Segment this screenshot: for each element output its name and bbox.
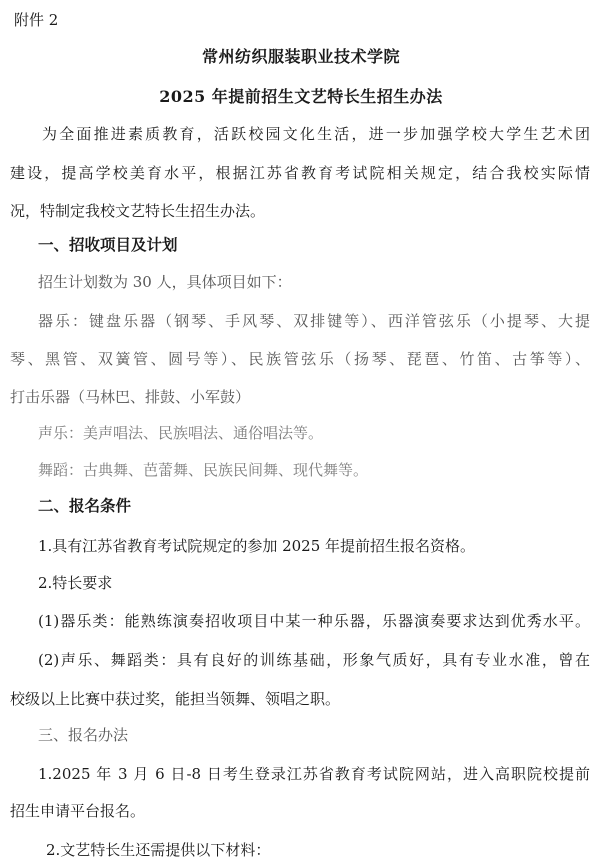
institution-title: 常州纺织服装职业技术学院: [201, 47, 400, 66]
registration-item-1-line-1: 1.2025 年 3 月 6 日-8 日考生登录江苏省教育考试院网站，进入高职院校提前: [38, 765, 590, 783]
registration-item-2: 2.文艺特长生还需提供以下材料：: [46, 841, 271, 859]
dance-text: 舞蹈：古典舞、芭蕾舞、民族民间舞、现代舞等。: [38, 461, 369, 479]
section-3-heading: 三、报名办法: [38, 726, 129, 744]
vocal-text: 声乐：美声唱法、民族唱法、通俗唱法等。: [38, 424, 324, 442]
attachment-label: 附件 2: [14, 11, 59, 29]
intro-line-2: 建设，提高学校美育水平，根据江苏省教育考试院相关规定，结合我校实际情: [10, 164, 590, 182]
intro-line-1: 为全面推进素质教育，活跃校园文化生活，进一步加强学校大学生艺术团: [42, 125, 590, 143]
section-2-heading: 二、报名条件: [38, 496, 132, 515]
document-title: 2025 年提前招生文艺特长生招生办法: [159, 87, 443, 106]
instruments-line-2: 琴、黑管、双簧管、圆号等）、民族管弦乐（扬琴、琵琶、竹笛、古筝等）、: [10, 350, 590, 368]
instruments-line-1: 器乐：键盘乐器（钢琴、手风琴、双排键等）、西洋管弦乐（小提琴、大提: [38, 312, 590, 330]
condition-item-1: 1.具有江苏省教育考试院规定的参加 2025 年提前招生报名资格。: [38, 537, 476, 555]
requirement-2-line-2: 校级以上比赛中获过奖，能担当领舞、领唱之职。: [10, 690, 341, 708]
condition-item-2: 2.特长要求: [38, 574, 113, 592]
intro-line-3: 况，特制定我校文艺特长生招生办法。: [10, 202, 266, 220]
registration-item-1-line-2: 招生申请平台报名。: [10, 802, 146, 820]
plan-text: 招生计划数为 30 人，具体项目如下：: [38, 273, 292, 291]
requirement-2-line-1: (2)声乐、舞蹈类：具有良好的训练基础，形象气质好，具有专业水准，曾在: [38, 651, 590, 669]
requirement-1: (1)器乐类：能熟练演奏招收项目中某一种乐器，乐器演奏要求达到优秀水平。: [38, 612, 590, 630]
instruments-line-3: 打击乐器（马林巴、排鼓、小军鼓）: [10, 388, 251, 406]
section-1-heading: 一、招收项目及计划: [38, 235, 178, 254]
